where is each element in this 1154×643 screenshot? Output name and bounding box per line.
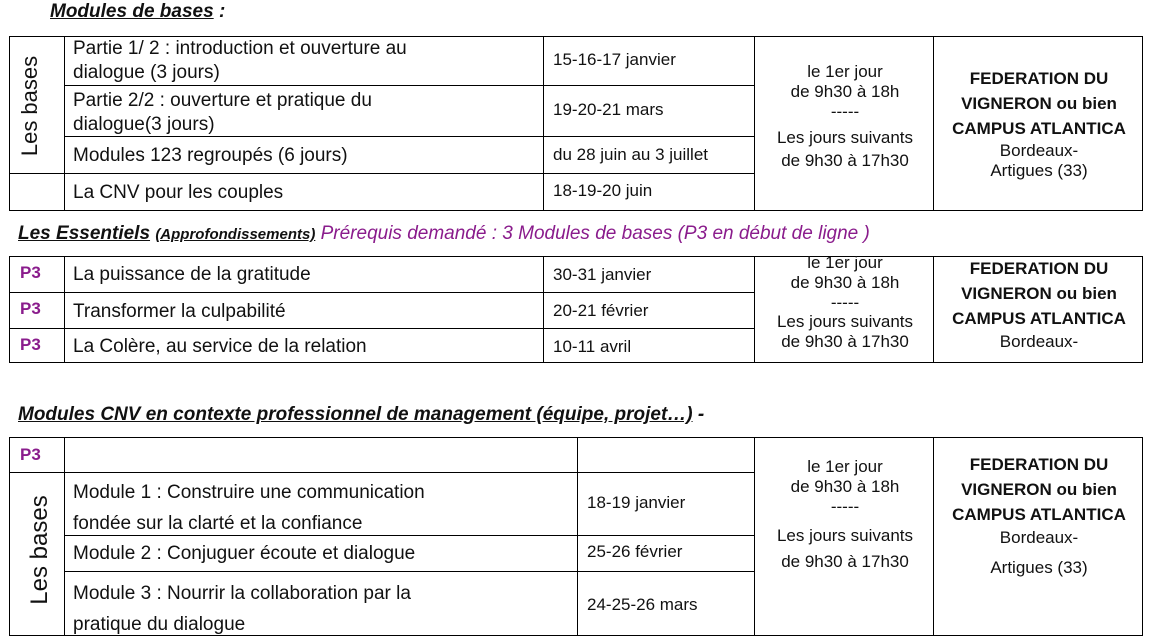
prerequisite-badge: P3	[20, 299, 41, 318]
venue-text: FEDERATION DU VIGNERON ou bien CAMPUS ATLANTICA Bordeaux- Artigues (33)	[952, 455, 1126, 577]
table-row-dates: du 28 juin au 3 juillet	[553, 145, 709, 164]
table-row-dates: 18-19 janvier	[587, 493, 686, 512]
table-row-title: La Colère, au service de la relation	[73, 336, 367, 357]
table-row-dates: 25-26 février	[587, 542, 683, 561]
table-row-title: La puissance de la gratitude	[73, 264, 311, 285]
table-row-title: Module 2 : Conjuguer écoute et dialogue	[73, 543, 416, 564]
section1-side-label: Les bases	[17, 55, 42, 157]
venue-text: FEDERATION DU VIGNERON ou bien CAMPUS ATLANTICA Bordeaux- Artigues (33)	[952, 69, 1126, 180]
table-row-dates: 18-19-20 juin	[553, 181, 653, 200]
table-row-dates: 20-21 février	[553, 301, 649, 320]
table-row-title: Transformer la culpabilité	[73, 301, 286, 322]
table-row-dates: 19-20-21 mars	[553, 100, 664, 119]
table-row-title: Partie 2/2 : ouverture et pratique du dialogue(3 jours)	[73, 90, 372, 135]
table-row-title: Module 3 : Nourrir la collaboration par la pratique du dialogue	[73, 583, 411, 635]
venue-text: FEDERATION DU VIGNERON ou bien CAMPUS ATLANTICA Bordeaux-	[952, 259, 1126, 351]
table-row-title: La CNV pour les couples	[73, 182, 284, 203]
schedule-text: le 1er jour de 9h30 à 18h ----- Les jours suivants de 9h30 à 17h30	[776, 62, 914, 170]
schedule-text: le 1er jour de 9h30 à 18h ----- Les jours suivants de 9h30 à 17h30	[776, 253, 914, 351]
section3-side-label: Les bases	[26, 495, 53, 605]
schedule-text: le 1er jour de 9h30 à 18h ----- Les jours suivants de 9h30 à 17h30	[776, 457, 914, 571]
table-row-dates: 24-25-26 mars	[587, 595, 698, 614]
table-row-title: Partie 1/ 2 : introduction et ouverture au dialogue (3 jours)	[73, 38, 407, 83]
table-row-dates: 15-16-17 janvier	[553, 50, 676, 69]
section1-heading: Modules de bases :	[50, 1, 226, 22]
prerequisite-badge: P3	[20, 335, 41, 354]
table-row-dates: 30-31 janvier	[553, 265, 652, 284]
section2-heading: Les Essentiels (Approfondissements) Prérequis demandé : 3 Modules de bases (P3 en début de ligne )	[18, 223, 870, 244]
table-row-title: Modules 123 regroupés (6 jours)	[73, 145, 348, 166]
table-row-dates: 10-11 avril	[553, 337, 632, 356]
table-row-title: Module 1 : Construire une communication fondée sur la clarté et la confiance	[73, 482, 425, 534]
prerequisite-badge: P3	[20, 445, 41, 464]
section3-heading: Modules CNV en contexte professionnel de management (équipe, projet…) -	[18, 404, 705, 425]
prerequisite-badge: P3	[20, 263, 41, 282]
